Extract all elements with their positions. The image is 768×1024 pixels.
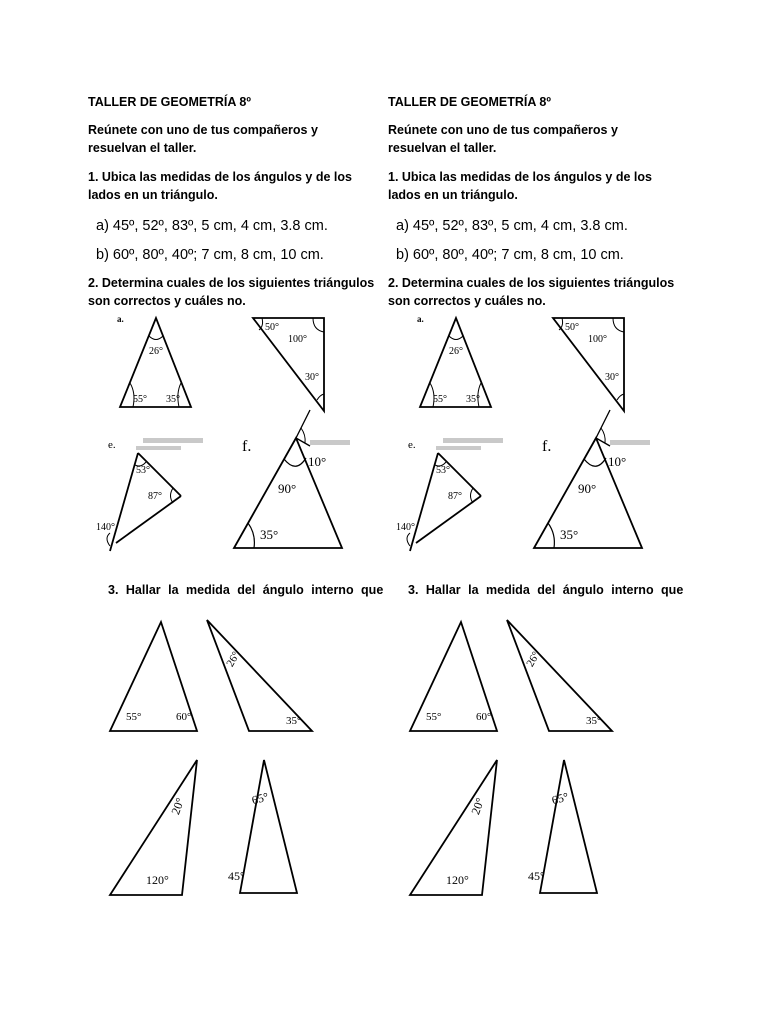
triangle-f-top-angle: 90° <box>278 481 297 496</box>
q3-triangle-3 <box>110 760 197 895</box>
question-1-line-2: lados en un triángulo. <box>88 188 218 202</box>
worksheet-title: TALLER DE GEOMETRÍA 8º <box>88 95 251 109</box>
triangle-a-left-angle: 55° <box>433 394 447 405</box>
triangle-f-exterior-angle: 10° <box>308 454 327 469</box>
triangle-f <box>234 410 350 548</box>
intro-line-2: resuelvan el taller. <box>88 141 197 155</box>
triangle-b <box>253 318 324 411</box>
triangle-a-letter: a. <box>417 314 424 324</box>
triangle-f-bottom-left-angle: 35° <box>260 527 279 542</box>
q3-triangle-4-top-angle: 65° <box>550 789 570 808</box>
question-2-line-1: 2. Determina cuales de los siguientes triángulos <box>88 276 375 290</box>
q3-triangle-3-top-angle: 20° <box>168 795 188 817</box>
question-1-item-b: b) 60º, 80º, 40º; 7 cm, 8 cm, 10 cm. <box>96 247 324 263</box>
q3-triangle-1 <box>410 622 497 731</box>
triangle-e-top-angle: 53° <box>436 465 450 476</box>
triangle-e-letter: e. <box>108 439 116 451</box>
question-1-line-1: 1. Ubica las medidas de los ángulos y de los <box>388 170 652 184</box>
worksheet-figures <box>388 0 688 1024</box>
question-2-line-2: son correctos y cuáles no. <box>88 294 246 308</box>
intro-line-1: Reúnete con uno de tus compañeros y <box>388 123 618 137</box>
triangle-a-letter: a. <box>117 314 124 324</box>
triangle-f-letter: f. <box>542 438 552 455</box>
triangle-a-right-angle: 35° <box>466 394 480 405</box>
q3-triangle-3 <box>410 760 497 895</box>
triangle-a-top-angle: 26° <box>449 346 463 357</box>
q3-triangle-4-bottom-angle: 45° <box>228 869 245 883</box>
triangle-a <box>117 314 191 407</box>
question-1-line-2: lados en un triángulo. <box>388 188 518 202</box>
question-2-line-1: 2. Determina cuales de los siguientes triángulos <box>388 276 675 290</box>
question-1-item-a: a) 45º, 52º, 83º, 5 cm, 4 cm, 3.8 cm. <box>396 218 628 234</box>
q3-triangle-1-left-angle: 55° <box>426 711 442 723</box>
q3-triangle-1-left-angle: 55° <box>126 711 142 723</box>
question-2-line-2: son correctos y cuáles no. <box>388 294 546 308</box>
triangle-a <box>417 314 491 407</box>
q3-triangle-4-top-angle: 65° <box>250 789 270 808</box>
q3-triangle-4 <box>528 760 597 893</box>
triangle-b-bottom-angle: 30° <box>605 372 619 383</box>
triangle-e-exterior-angle: 140° <box>96 522 115 533</box>
worksheet-title: TALLER DE GEOMETRÍA 8º <box>388 95 551 109</box>
q3-triangle-3-bottom-angle: 120° <box>446 873 469 887</box>
triangle-b-bottom-angle: 30° <box>305 372 319 383</box>
question-3-text: 3. Hallar la medida del ángulo interno que <box>108 583 384 597</box>
q3-triangle-2 <box>507 620 612 731</box>
q3-triangle-2 <box>207 620 312 731</box>
q3-triangle-2-top-angle: 26° <box>224 649 243 670</box>
question-3-text: 3. Hallar la medida del ángulo interno que <box>408 583 684 597</box>
triangle-a-top-angle: 26° <box>149 346 163 357</box>
question-1-line-1: 1. Ubica las medidas de los ángulos y de los <box>88 170 352 184</box>
triangle-a-right-angle: 35° <box>166 394 180 405</box>
triangle-f-letter: f. <box>242 438 252 455</box>
q3-triangle-2-top-angle: 26° <box>524 649 543 670</box>
triangle-b-top-left-angle: 50° <box>265 322 279 333</box>
triangle-a-left-angle: 55° <box>133 394 147 405</box>
triangle-b-mid-angle: 100° <box>288 334 307 345</box>
q3-triangle-1 <box>110 622 197 731</box>
triangle-b-mid-angle: 100° <box>588 334 607 345</box>
q3-triangle-4-bottom-angle: 45° <box>528 869 545 883</box>
triangle-e-right-angle: 87° <box>148 491 162 502</box>
worksheet-figures <box>88 0 388 1024</box>
q3-triangle-4 <box>228 760 297 893</box>
intro-line-1: Reúnete con uno de tus compañeros y <box>88 123 318 137</box>
q3-triangle-3-bottom-angle: 120° <box>146 873 169 887</box>
q3-triangle-3-top-angle: 20° <box>468 795 488 817</box>
triangle-e-letter: e. <box>408 439 416 451</box>
triangle-f-top-angle: 90° <box>578 481 597 496</box>
triangle-f-exterior-angle: 10° <box>608 454 627 469</box>
q3-triangle-1-right-angle: 60° <box>476 711 492 723</box>
q3-triangle-2-right-angle: 35° <box>586 715 602 727</box>
triangle-e-right-angle: 87° <box>448 491 462 502</box>
triangle-f-bottom-left-angle: 35° <box>560 527 579 542</box>
triangle-f <box>534 410 650 548</box>
question-1-item-b: b) 60º, 80º, 40º; 7 cm, 8 cm, 10 cm. <box>396 247 624 263</box>
q3-triangle-1-right-angle: 60° <box>176 711 192 723</box>
triangle-e-exterior-angle: 140° <box>396 522 415 533</box>
triangle-e-top-angle: 53° <box>136 465 150 476</box>
triangle-e <box>396 438 503 551</box>
triangle-b <box>553 318 624 411</box>
triangle-b-top-left-angle: 50° <box>565 322 579 333</box>
q3-triangle-2-right-angle: 35° <box>286 715 302 727</box>
intro-line-2: resuelvan el taller. <box>388 141 497 155</box>
question-1-item-a: a) 45º, 52º, 83º, 5 cm, 4 cm, 3.8 cm. <box>96 218 328 234</box>
triangle-e <box>96 438 203 551</box>
